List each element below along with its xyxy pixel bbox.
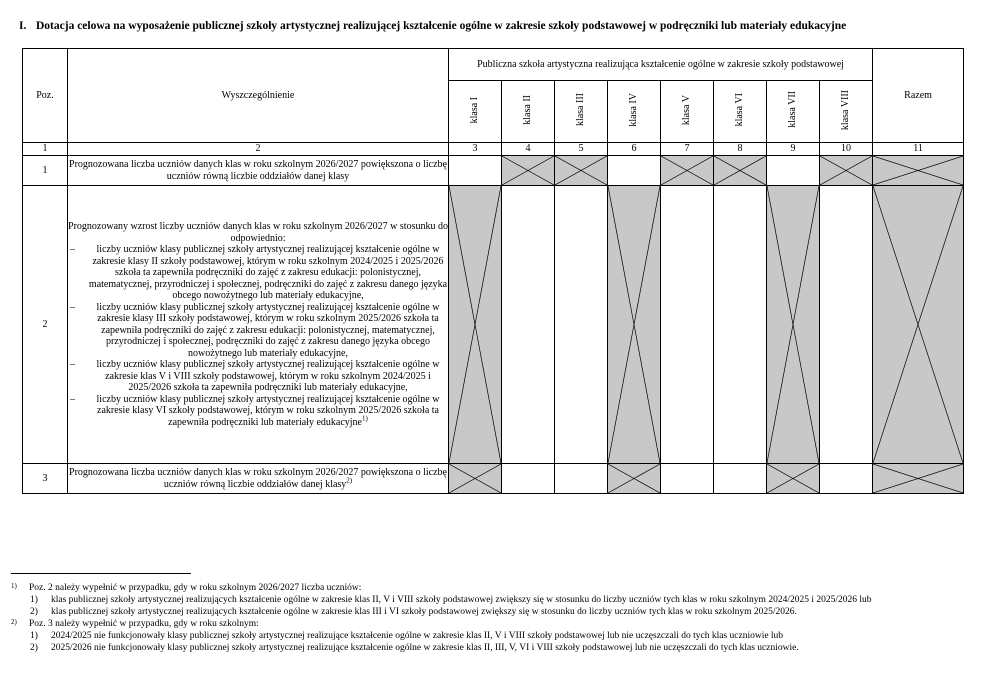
header-class-3: klasa III [575, 93, 587, 127]
section-number: I. [19, 20, 27, 32]
header-class-5: klasa V [681, 94, 693, 125]
footnote-ref: 2) [346, 476, 353, 485]
crossed-cell [714, 156, 767, 186]
cross-mark-icon [714, 156, 766, 185]
header-class-cell [555, 81, 608, 143]
input-cell[interactable] [555, 464, 608, 494]
header-class-cell [820, 81, 873, 143]
column-number: 7 [661, 143, 714, 156]
condition-item [68, 394, 448, 429]
input-cell[interactable] [820, 464, 873, 494]
input-cell[interactable] [449, 156, 502, 186]
cross-mark-icon [555, 156, 607, 185]
input-cell[interactable] [502, 464, 555, 494]
row-poz: 2 [23, 186, 68, 464]
cross-mark-icon [767, 464, 819, 493]
footnote-item-text: 2024/2025 nie funkcjonowały klasy publicznej szkoły artystycznej realizujące kształcenie ogólne w zakresie klas II, V i VIII szkoły podstawowej lub nie uczęszczali do tych klas uczniowie lub [51, 631, 784, 641]
footnote-item [11, 630, 971, 642]
column-number: 6 [608, 143, 661, 156]
input-cell[interactable] [714, 186, 767, 464]
row-description [68, 186, 449, 464]
column-number: 10 [820, 143, 873, 156]
cross-mark-icon [502, 156, 554, 185]
header-class-cell [661, 81, 714, 143]
cross-mark-icon [873, 186, 963, 463]
row-description [68, 464, 449, 494]
header-school-group: Publiczna szkoła artystyczna realizująca kształcenie ogólne w zakresie szkoły podstawowej [449, 49, 873, 81]
footnote-ref: 1) [361, 414, 368, 423]
footnote-separator [11, 573, 191, 574]
crossed-cell [820, 156, 873, 186]
footnote-item-text: klas publicznej szkoły artystycznej realizujących kształcenie ogólne w zakresie klas II, V i VIII szkoły podstawowej zwiększy się w stosunku do liczby uczniów tych klas w roku szkolnym 2024/2025 i 2025/2026 lub [51, 595, 872, 605]
footnote-item-number: 1) [30, 595, 38, 605]
cross-mark-icon [873, 464, 963, 493]
input-cell[interactable] [661, 186, 714, 464]
input-cell[interactable] [502, 186, 555, 464]
crossed-cell [767, 186, 820, 464]
input-cell[interactable] [661, 464, 714, 494]
footnote-item-text: klas publicznej szkoły artystycznej realizujących kształcenie ogólne w zakresie klas III i VI szkoły podstawowej zwiększy się w stosunku do liczby uczniów tych klas w roku szkolnym 2025/2026. [51, 607, 797, 617]
crossed-cell [661, 156, 714, 186]
header-class-1: klasa I [469, 96, 481, 123]
footnote-2 [11, 618, 971, 630]
condition-list [68, 244, 448, 428]
footnote-text: Poz. 3 należy wypełnić w przypadku, gdy w roku szkolnym: [29, 619, 259, 629]
condition-item: – liczby uczniów klasy publicznej szkoły artystycznej realizującej kształcenie ogólne w zakresie klasy II szkoły podstawowej, którym w roku szkolnym 2024/2025 i 2025/2026 szkoła ta zapewniła podręczniki do zajęć z zakresu edukacji: polonistycznej, matematycznej, przyrodniczej i społecznej, podręczniki do zajęć z zakresu danego języka obcego nowożytnego lub materiały edukacyjne, [68, 244, 448, 302]
column-number: 8 [714, 143, 767, 156]
crossed-cell [873, 156, 964, 186]
cross-mark-icon [873, 156, 963, 185]
header-class-4: klasa IV [628, 92, 640, 127]
column-number: 4 [502, 143, 555, 156]
crossed-cell [502, 156, 555, 186]
footnote-mark: 2) [11, 618, 17, 626]
header-class-cell [502, 81, 555, 143]
header-class-cell [608, 81, 661, 143]
section-title [19, 20, 846, 32]
footnote-item-text: 2025/2026 nie funkcjonowały klasy publicznej szkoły artystycznej realizujące kształcenie ogólne w zakresie klas II, III, V, VI i VIII szkoły podstawowej lub nie uczęszczali do tych klas uczniowie. [51, 643, 799, 653]
table-row-1 [23, 156, 964, 186]
table-row-2 [23, 186, 964, 464]
header-class-cell [767, 81, 820, 143]
column-number: 2 [68, 143, 449, 156]
crossed-cell [873, 464, 964, 494]
table-row-3 [23, 464, 964, 494]
row-poz: 1 [23, 156, 68, 186]
footnote-item-number: 2) [30, 607, 38, 617]
header-razem: Razem [873, 49, 964, 143]
crossed-cell [555, 156, 608, 186]
header-class-2: klasa II [522, 94, 534, 125]
crossed-cell [608, 186, 661, 464]
footnote-item [11, 642, 971, 654]
footnotes [11, 582, 971, 654]
header-wyszczegolnienie: Wyszczególnienie [68, 49, 449, 143]
subsidy-table [22, 48, 964, 494]
crossed-cell [449, 186, 502, 464]
header-class-8: klasa VIII [840, 89, 852, 130]
cross-mark-icon [449, 186, 501, 463]
header-poz: Poz. [23, 49, 68, 143]
column-number: 11 [873, 143, 964, 156]
column-number: 5 [555, 143, 608, 156]
header-class-7: klasa VII [787, 91, 799, 129]
row-poz: 3 [23, 464, 68, 494]
column-number: 3 [449, 143, 502, 156]
footnote-mark: 1) [11, 582, 17, 590]
input-cell[interactable] [608, 156, 661, 186]
row-description: Prognozowana liczba uczniów danych klas w roku szkolnym 2026/2027 powiększona o liczbę uczniów równą liczbie oddziałów danej klasy [68, 156, 449, 186]
input-cell[interactable] [555, 186, 608, 464]
crossed-cell [873, 186, 964, 464]
cross-mark-icon [820, 156, 872, 185]
section-title-text: Dotacja celowa na wyposażenie publicznej szkoły artystycznej realizującej kształcenie ogólne w zakresie szkoły podstawowej w podręczniki lub materiały edukacyjne [36, 20, 847, 32]
header-class-cell [449, 81, 502, 143]
header-class-6: klasa VI [734, 93, 746, 127]
cross-mark-icon [608, 464, 660, 493]
condition-item: – liczby uczniów klasy publicznej szkoły artystycznej realizującej kształcenie ogólne w zakresie klasy III szkoły podstawowej, którym w roku szkolnym 2025/2026 szkoła ta zapewniła podręczniki do zajęć z zakresu edukacji: polonistycznej, matematycznej, przyrodniczej i społecznej, podręczniki do zajęć z zakresu danego języka obcego nowożytnego lub materiały edukacyjne, [68, 302, 448, 360]
row-description-text: Prognozowana liczba uczniów danych klas w roku szkolnym 2026/2027 powiększona o liczbę uczniów równą liczbie oddziałów danej klasy [69, 467, 447, 490]
header-class-cell [714, 81, 767, 143]
crossed-cell [767, 464, 820, 494]
crossed-cell [608, 464, 661, 494]
condition-item-text: liczby uczniów klasy publicznej szkoły artystycznej realizującej kształcenie ogólne w zakresie klasy VI szkoły podstawowej, którym w roku szkolnym 2025/2026 szkoła ta zapewniła podręczniki lub materiały edukacyjne [96, 393, 440, 428]
condition-item: – liczby uczniów klasy publicznej szkoły artystycznej realizującej kształcenie ogólne w zakresie klas V i VIII szkoły podstawowej, którym w roku szkolnym 2024/2025 i 2025/2026 szkoła ta zapewniła podręczniki lub materiały edukacyjne, [68, 359, 448, 394]
cross-mark-icon [661, 156, 713, 185]
cross-mark-icon [767, 186, 819, 463]
cross-mark-icon [608, 186, 660, 463]
footnote-item [11, 606, 971, 618]
cross-mark-icon [449, 464, 501, 493]
input-cell[interactable] [820, 186, 873, 464]
column-number: 9 [767, 143, 820, 156]
footnote-item [11, 594, 971, 606]
input-cell[interactable] [714, 464, 767, 494]
footnote-1 [11, 582, 971, 594]
column-number: 1 [23, 143, 68, 156]
footnote-text: Poz. 2 należy wypełnić w przypadku, gdy w roku szkolnym 2026/2027 liczba uczniów: [29, 583, 362, 593]
footnote-item-number: 1) [30, 631, 38, 641]
input-cell[interactable] [767, 156, 820, 186]
row-intro: Prognozowany wzrost liczby uczniów danych klas w roku szkolnym 2026/2027 w stosunku do odpowiednio: [68, 221, 448, 244]
crossed-cell [449, 464, 502, 494]
footnote-item-number: 2) [30, 643, 38, 653]
